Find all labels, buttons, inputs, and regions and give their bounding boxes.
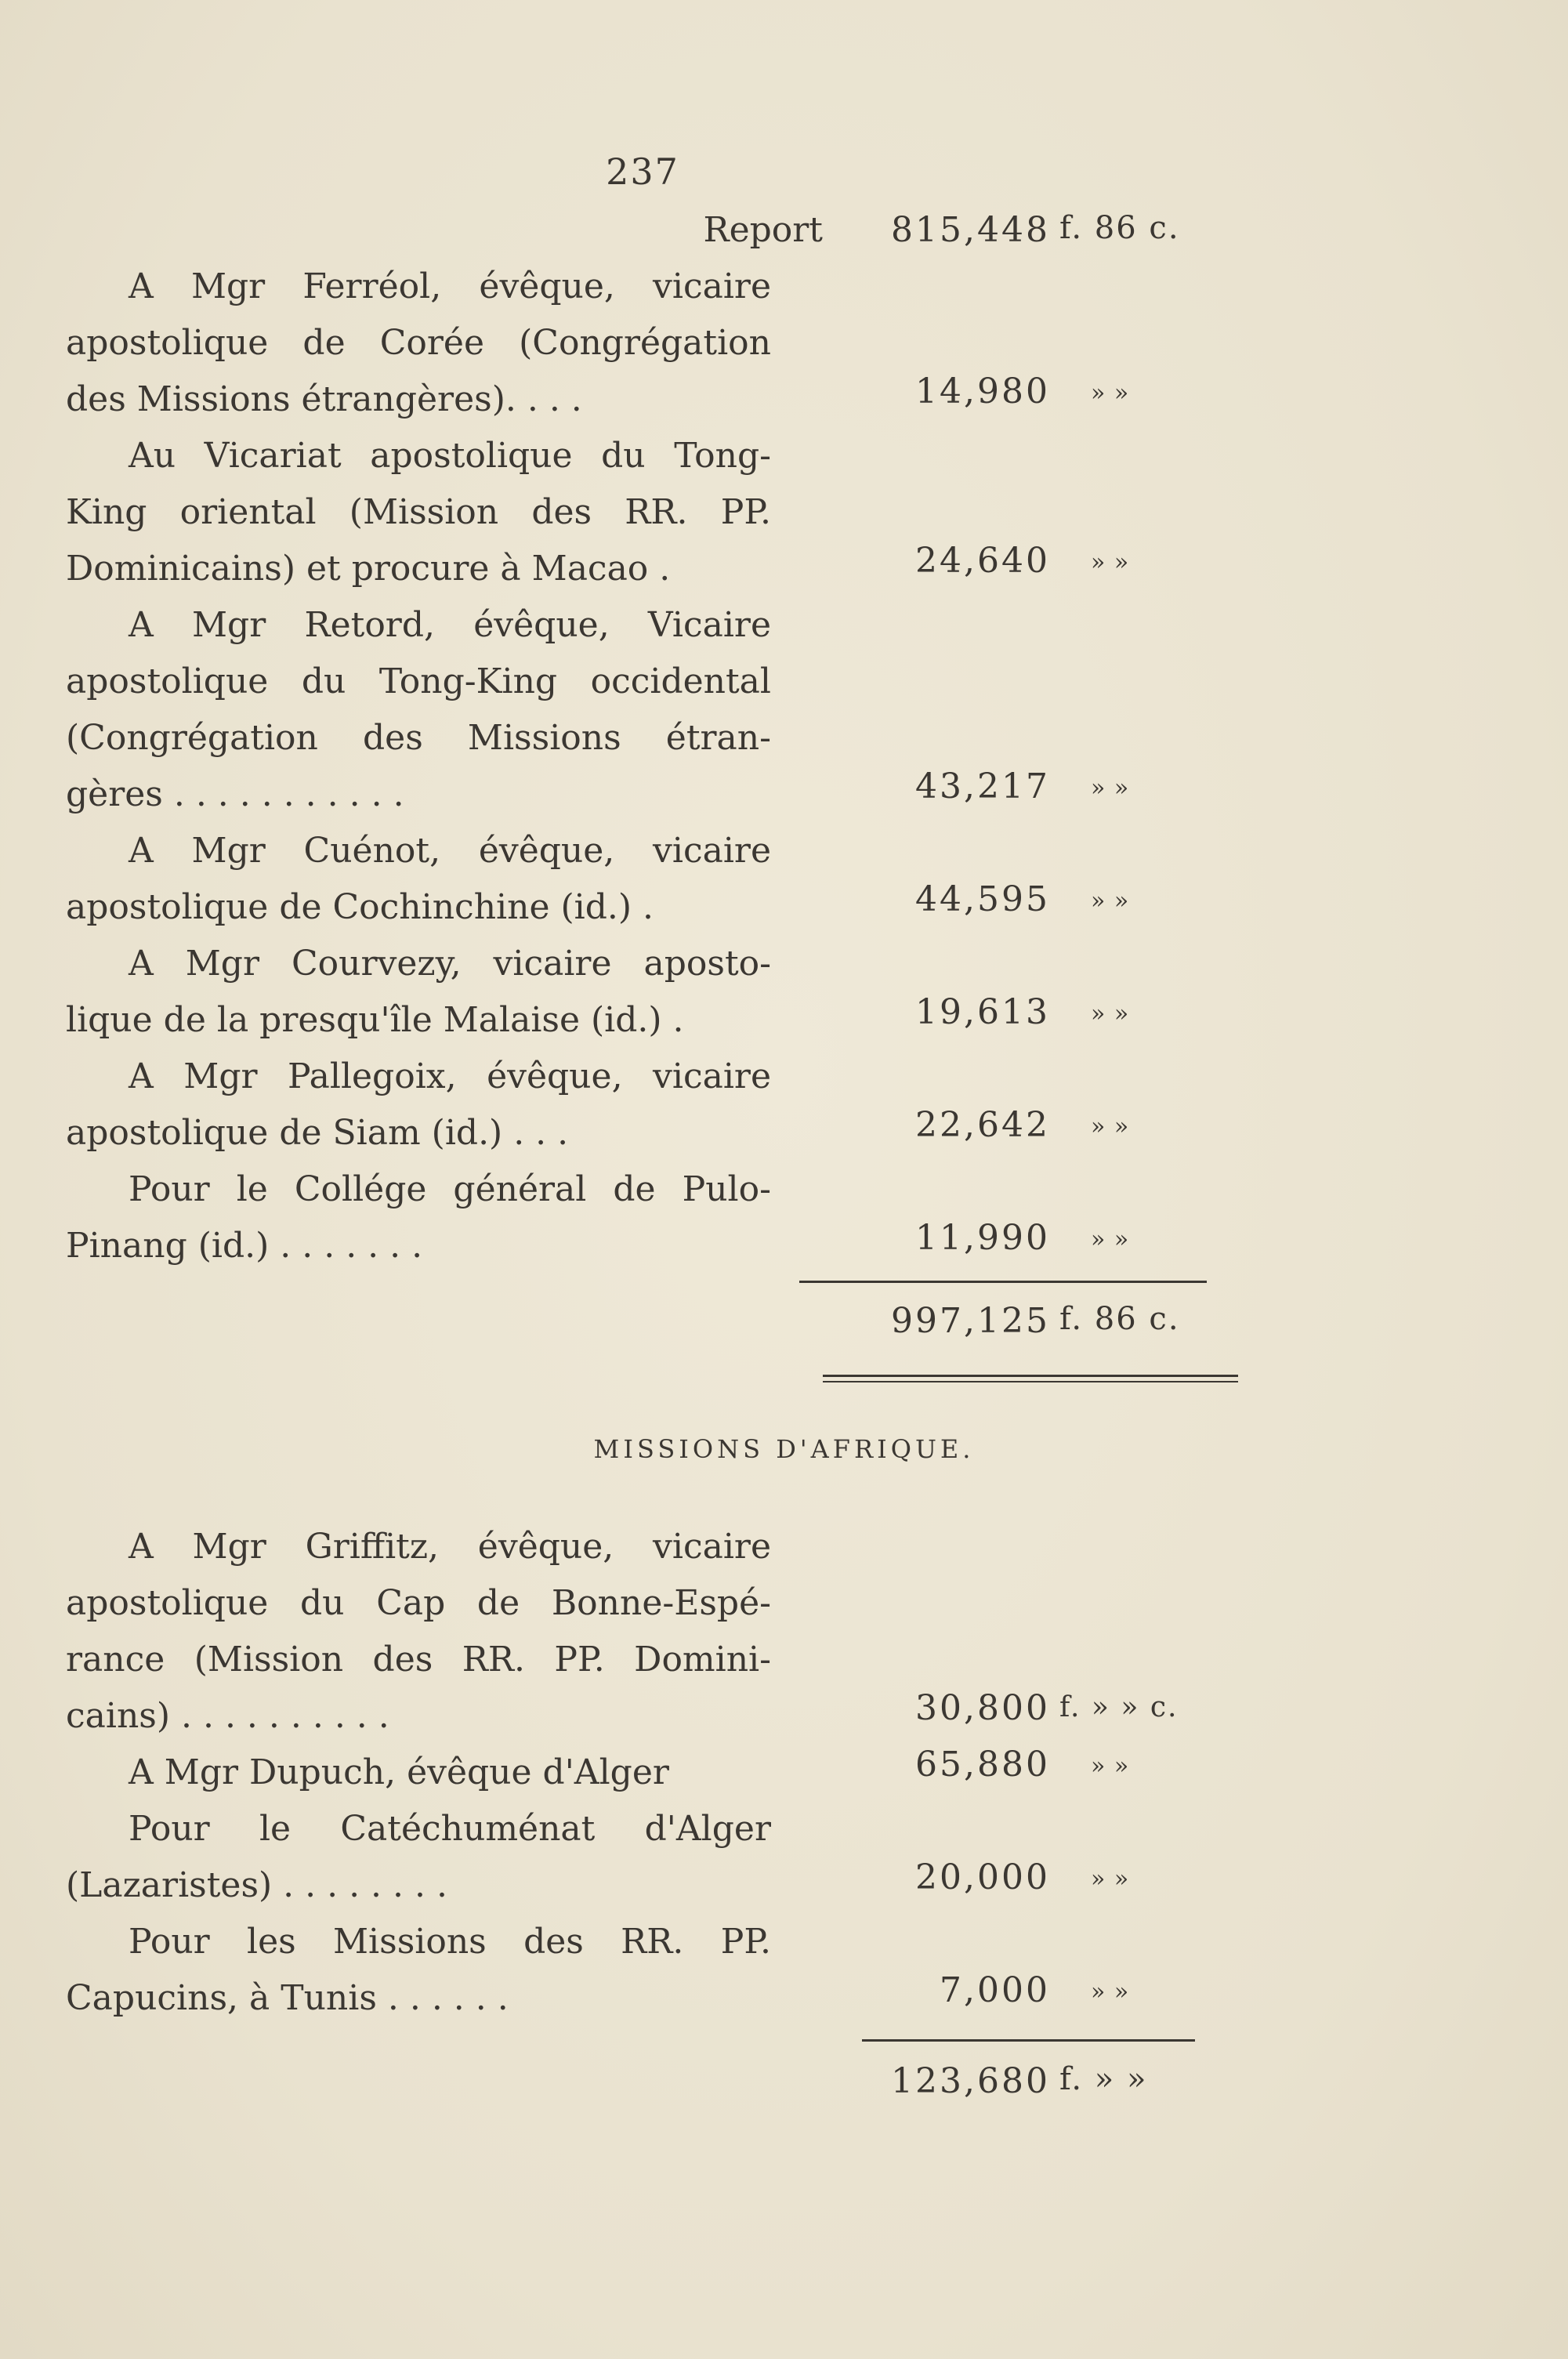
- africa-heading: MISSIONS D'AFRIQUE.: [593, 1434, 975, 1464]
- entry-line: Pinang (id.) . . . . . . .: [66, 1226, 423, 1266]
- entry-courvezy: [66, 936, 771, 1049]
- report-unit: f. 86 c.: [1059, 210, 1180, 246]
- entry-amount: 14,980: [915, 371, 1050, 411]
- entry-dupuch: [66, 1745, 771, 1801]
- ditto-mark: » »: [1091, 774, 1130, 802]
- entry-line: apostolique du Cap de Bonne-Espé-: [66, 1583, 771, 1623]
- entry-line: Au Vicariat apostolique du Tong-: [129, 436, 771, 476]
- entry-amount: 65,880: [915, 1745, 1050, 1785]
- entry-line: A Mgr Retord, évêque, Vicaire: [129, 605, 771, 645]
- ditto-mark: » »: [1091, 1978, 1130, 2006]
- entry-capucins: [66, 1914, 771, 2027]
- entry-line: A Mgr Griffitz, évêque, vicaire: [129, 1527, 771, 1567]
- entry-amount: 7,000: [940, 1970, 1050, 2010]
- page-number: 237: [606, 150, 679, 193]
- entry-line: apostolique de Cochinchine (id.) .: [66, 887, 654, 927]
- entry-amount: 30,800: [915, 1688, 1050, 1728]
- africa-total-unit: f. » »: [1059, 2061, 1148, 2097]
- entry-line: Capucins, à Tunis . . . . . .: [66, 1978, 509, 2018]
- asia-total-unit: f. 86 c.: [1059, 1301, 1180, 1337]
- entry-line: (Lazaristes) . . . . . . . .: [66, 1865, 447, 1905]
- entry-line: Dominicains) et procure à Macao .: [66, 549, 671, 589]
- sum-rule: [799, 1281, 1207, 1283]
- entry-line: des Missions étrangères). . . .: [66, 379, 582, 419]
- entry-pulo-pinang: [66, 1161, 771, 1274]
- entry-line: King oriental (Mission des RR. PP.: [66, 492, 771, 532]
- entry-line: A Mgr Pallegoix, évêque, vicaire: [129, 1056, 771, 1096]
- entry-line: apostolique du Tong-King occidental: [66, 661, 771, 701]
- entry-unit: f. » » c.: [1059, 1691, 1179, 1723]
- entry-ferreol: [66, 259, 771, 428]
- ditto-mark: » »: [1091, 1113, 1130, 1140]
- entry-line: apostolique de Siam (id.) . . .: [66, 1113, 569, 1153]
- entry-line: A Mgr Ferréol, évêque, vicaire: [129, 266, 771, 306]
- entry-griffitz: [66, 1519, 771, 1745]
- entry-line: A Mgr Courvezy, vicaire aposto-: [129, 944, 771, 984]
- ditto-mark: » »: [1091, 379, 1130, 407]
- ditto-mark: » »: [1091, 549, 1130, 576]
- entry-line: (Congrégation des Missions étran-: [66, 718, 771, 758]
- entry-pallegoix: [66, 1049, 771, 1161]
- entry-amount: 24,640: [915, 541, 1050, 581]
- entry-amount: 22,642: [915, 1105, 1050, 1145]
- ditto-mark: » »: [1091, 887, 1130, 915]
- entry-line: A Mgr Dupuch, évêque d'Alger: [129, 1752, 669, 1792]
- entry-catechumenat: [66, 1801, 771, 1914]
- report-label: Report: [703, 210, 823, 250]
- entry-amount: 11,990: [915, 1218, 1050, 1258]
- report-amount: 815,448: [891, 210, 1050, 250]
- entry-line: Pour le Collége général de Pulo-: [129, 1169, 771, 1209]
- entry-amount: 44,595: [915, 879, 1050, 919]
- ditto-mark: » »: [1091, 1865, 1130, 1893]
- africa-total-amount: 123,680: [891, 2061, 1050, 2101]
- section-rule-top: [823, 1375, 1238, 1377]
- entry-line: rance (Mission des RR. PP. Domini-: [66, 1640, 771, 1680]
- ditto-mark: » »: [1091, 1752, 1130, 1780]
- entry-amount: 43,217: [915, 766, 1050, 806]
- entry-line: A Mgr Cuénot, évêque, vicaire: [129, 831, 771, 871]
- entry-line: lique de la presqu'île Malaise (id.) .: [66, 1000, 684, 1040]
- entry-amount: 20,000: [915, 1857, 1050, 1897]
- asia-total-amount: 997,125: [891, 1301, 1050, 1341]
- entry-retord: [66, 597, 771, 823]
- entry-tong-king-oriental: [66, 428, 771, 597]
- entry-line: gères . . . . . . . . . . .: [66, 774, 404, 814]
- section-rule-bottom: [823, 1381, 1238, 1382]
- entry-amount: 19,613: [915, 992, 1050, 1032]
- entry-cuenot: [66, 823, 771, 936]
- entry-line: cains) . . . . . . . . . .: [66, 1696, 389, 1736]
- entry-line: apostolique de Corée (Congrégation: [66, 323, 771, 363]
- entry-line: Pour les Missions des RR. PP.: [129, 1922, 771, 1962]
- entry-line: Pour le Catéchuménat d'Alger: [129, 1809, 771, 1849]
- sum-rule: [862, 2039, 1195, 2042]
- ditto-mark: » »: [1091, 1000, 1130, 1027]
- ditto-mark: » »: [1091, 1226, 1130, 1253]
